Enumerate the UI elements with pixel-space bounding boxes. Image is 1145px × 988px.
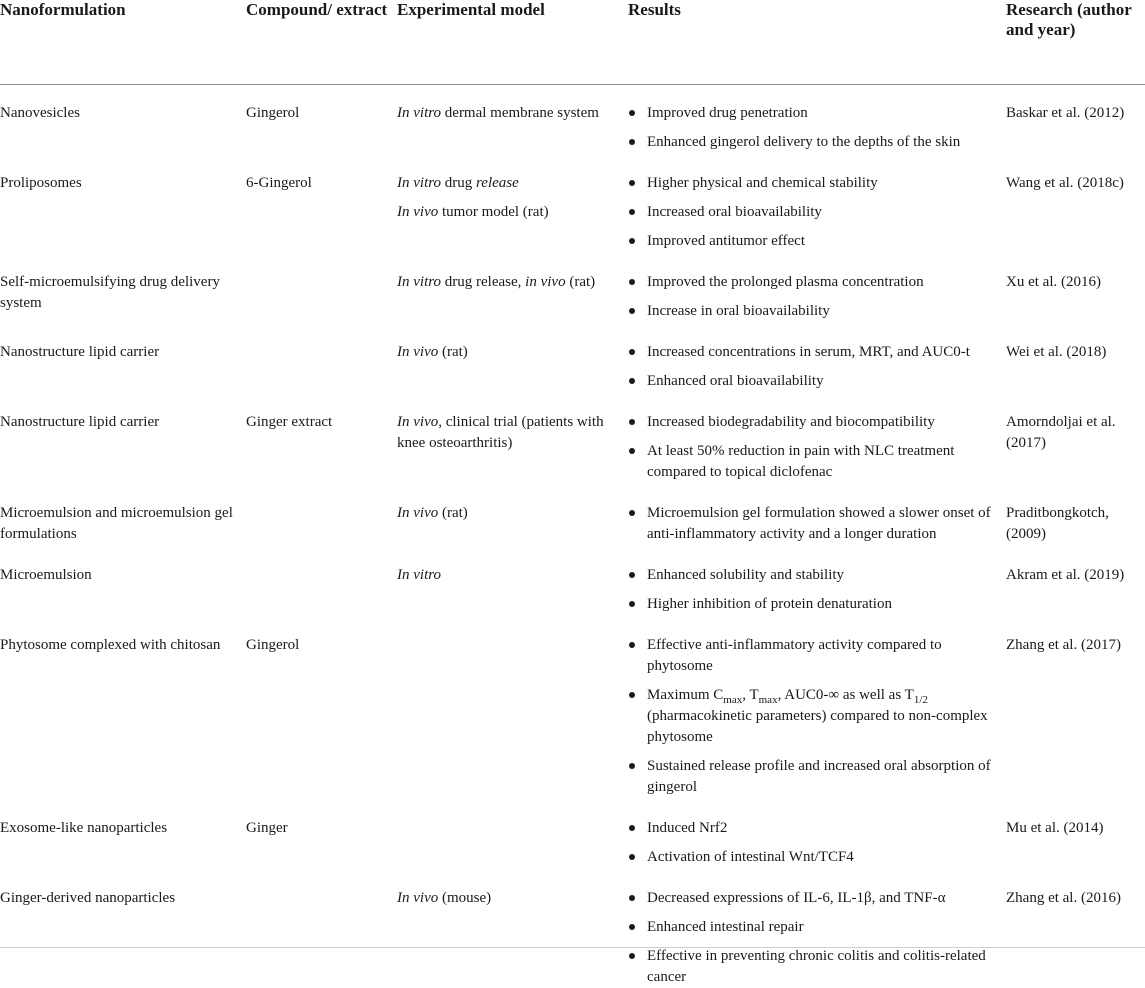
header-experimental-model: Experimental model <box>397 0 628 85</box>
result-item <box>628 818 1006 839</box>
cell-experimental-model <box>397 868 628 988</box>
model-text: tumor model (rat) <box>438 204 548 220</box>
result-text: Increased concentrations in serum, MRT, and AUC0-t <box>647 344 970 360</box>
cell-results <box>628 322 1006 392</box>
result-text: Improved drug penetration <box>647 105 808 121</box>
model-text: (rat) <box>438 344 468 360</box>
cell-compound: Ginger extract <box>246 392 397 483</box>
result-item <box>628 272 1006 293</box>
subscript-text: max <box>759 694 778 706</box>
result-item <box>628 231 1006 252</box>
cell-results <box>628 868 1006 988</box>
table-bottom-rule <box>0 947 1145 948</box>
cell-experimental-model <box>397 392 628 483</box>
result-item <box>628 756 1006 798</box>
bullet-icon <box>629 510 635 516</box>
results-list <box>628 252 1006 322</box>
cell-compound <box>246 868 397 988</box>
cell-nanoformulation: Nanostructure lipid carrier <box>0 392 246 483</box>
result-item <box>628 594 1006 615</box>
cell-results <box>628 483 1006 545</box>
cell-nanoformulation: Proliposomes <box>0 153 246 252</box>
result-item <box>628 888 1006 909</box>
model-line <box>397 103 622 124</box>
model-text: In vivo <box>397 204 438 220</box>
subscript-text: max <box>723 694 742 706</box>
bullet-icon <box>629 378 635 384</box>
result-item <box>628 103 1006 124</box>
result-text: Maximum C <box>647 687 723 703</box>
bullet-icon <box>629 763 635 769</box>
result-text: (pharmacokinetic parameters) compared to non-complex phytosome <box>647 708 988 745</box>
result-text: At least 50% reduction in pain with NLC treatment compared to topical diclofenac <box>647 443 954 480</box>
cell-research: Wang et al. (2018c) <box>1006 153 1145 252</box>
bullet-icon <box>629 448 635 454</box>
cell-nanoformulation: Nanostructure lipid carrier <box>0 322 246 392</box>
result-item <box>628 635 1006 677</box>
model-line <box>397 202 622 223</box>
cell-research: Praditbongkotch, (2009) <box>1006 483 1145 545</box>
cell-experimental-model <box>397 545 628 615</box>
bullet-icon <box>629 238 635 244</box>
model-text: (rat) <box>566 274 596 290</box>
cell-compound: Ginger <box>246 798 397 868</box>
cell-nanoformulation: Ginger-derived nanoparticles <box>0 868 246 988</box>
result-text: Higher inhibition of protein denaturation <box>647 596 892 612</box>
cell-compound: Gingerol <box>246 85 397 154</box>
table-row <box>0 85 1145 154</box>
result-item <box>628 342 1006 363</box>
cell-compound <box>246 252 397 322</box>
model-text: In vitro <box>397 567 441 583</box>
result-item <box>628 946 1006 988</box>
results-list <box>628 545 1006 615</box>
cell-compound <box>246 483 397 545</box>
result-item <box>628 441 1006 483</box>
result-text: Sustained release profile and increased oral absorption of gingerol <box>647 758 991 795</box>
result-text: Higher physical and chemical stability <box>647 175 878 191</box>
result-item <box>628 202 1006 223</box>
bullet-icon <box>629 692 635 698</box>
model-line <box>397 412 622 454</box>
result-item <box>628 132 1006 153</box>
model-text: In vivo <box>397 414 438 430</box>
cell-nanoformulation: Microemulsion <box>0 545 246 615</box>
cell-research: Baskar et al. (2012) <box>1006 85 1145 154</box>
table-row <box>0 798 1145 868</box>
result-text: Enhanced gingerol delivery to the depths of the skin <box>647 134 960 150</box>
cell-research: Akram et al. (2019) <box>1006 545 1145 615</box>
table-row <box>0 392 1145 483</box>
model-line <box>397 272 622 293</box>
table-row <box>0 483 1145 545</box>
model-line <box>397 173 622 194</box>
cell-compound: 6-Gingerol <box>246 153 397 252</box>
cell-experimental-model <box>397 252 628 322</box>
cell-results <box>628 153 1006 252</box>
result-text: Enhanced intestinal repair <box>647 919 804 935</box>
cell-research: Amorndoljai et al. (2017) <box>1006 392 1145 483</box>
model-line <box>397 342 622 363</box>
result-item <box>628 503 1006 545</box>
model-text: In vitro <box>397 175 441 191</box>
cell-research: Zhang et al. (2016) <box>1006 868 1145 988</box>
bullet-icon <box>629 279 635 285</box>
result-text: Enhanced solubility and stability <box>647 567 844 583</box>
results-list <box>628 615 1006 798</box>
cell-research: Wei et al. (2018) <box>1006 322 1145 392</box>
model-text: In vitro <box>397 274 441 290</box>
bullet-icon <box>629 209 635 215</box>
cell-experimental-model <box>397 798 628 868</box>
model-text: dermal membrane system <box>441 105 599 121</box>
cell-results <box>628 798 1006 868</box>
bullet-icon <box>629 419 635 425</box>
bullet-icon <box>629 825 635 831</box>
model-text: (rat) <box>438 505 468 521</box>
model-text: , clinical trial (patients with knee osteoarthritis) <box>397 414 604 451</box>
result-item <box>628 685 1006 748</box>
subscript-text: 1/2 <box>914 694 928 706</box>
header-compound: Compound/ extract <box>246 0 397 85</box>
result-text: Effective in preventing chronic colitis and colitis-related cancer <box>647 948 986 985</box>
cell-results <box>628 545 1006 615</box>
result-item <box>628 412 1006 433</box>
result-text: Effective anti-inflammatory activity compared to phytosome <box>647 637 942 674</box>
result-item <box>628 565 1006 586</box>
results-list <box>628 153 1006 252</box>
bullet-icon <box>629 642 635 648</box>
model-text: release <box>476 175 519 191</box>
result-text: Increase in oral bioavailability <box>647 303 830 319</box>
cell-results <box>628 85 1006 154</box>
result-text: Increased biodegradability and biocompatibility <box>647 414 935 430</box>
result-text: Activation of intestinal Wnt/TCF4 <box>647 849 854 865</box>
bullet-icon <box>629 349 635 355</box>
table-body <box>0 85 1145 988</box>
cell-nanoformulation: Microemulsion and microemulsion gel formulations <box>0 483 246 545</box>
result-item <box>628 371 1006 392</box>
bullet-icon <box>629 953 635 959</box>
cell-research: Xu et al. (2016) <box>1006 252 1145 322</box>
cell-research: Zhang et al. (2017) <box>1006 615 1145 798</box>
cell-compound <box>246 322 397 392</box>
cell-compound: Gingerol <box>246 615 397 798</box>
cell-nanoformulation: Self-microemulsifying drug delivery system <box>0 252 246 322</box>
table-row <box>0 615 1145 798</box>
cell-experimental-model <box>397 322 628 392</box>
header-results: Results <box>628 0 1006 85</box>
bullet-icon <box>629 572 635 578</box>
bullet-icon <box>629 895 635 901</box>
bullet-icon <box>629 180 635 186</box>
result-text: Induced Nrf2 <box>647 820 727 836</box>
cell-experimental-model <box>397 85 628 154</box>
bullet-icon <box>629 139 635 145</box>
header-research: Research (author and year) <box>1006 0 1145 85</box>
result-text: Microemulsion gel formulation showed a slower onset of anti-inflammatory activity and a longer duration <box>647 505 991 542</box>
result-text: Decreased expressions of IL-6, IL-1β, and TNF-α <box>647 890 945 906</box>
table-row <box>0 868 1145 988</box>
model-text: In vivo <box>397 344 438 360</box>
results-list <box>628 483 1006 545</box>
cell-experimental-model <box>397 615 628 798</box>
bullet-icon <box>629 601 635 607</box>
cell-experimental-model <box>397 483 628 545</box>
cell-experimental-model <box>397 153 628 252</box>
model-line <box>397 503 622 524</box>
model-text: In vitro <box>397 105 441 121</box>
model-text: drug release, <box>441 274 525 290</box>
bullet-icon <box>629 854 635 860</box>
cell-results <box>628 615 1006 798</box>
cell-results <box>628 252 1006 322</box>
cell-results <box>628 392 1006 483</box>
table-row <box>0 545 1145 615</box>
table-row <box>0 322 1145 392</box>
results-list <box>628 868 1006 988</box>
results-list <box>628 392 1006 483</box>
header-nanoformulation: Nanoformulation <box>0 0 246 85</box>
result-item <box>628 173 1006 194</box>
bullet-icon <box>629 110 635 116</box>
result-item <box>628 301 1006 322</box>
cell-compound <box>246 545 397 615</box>
model-text: drug <box>441 175 476 191</box>
model-text: (mouse) <box>438 890 491 906</box>
model-text: In vivo <box>397 890 438 906</box>
result-text: , T <box>742 687 758 703</box>
cell-nanoformulation: Exosome-like nanoparticles <box>0 798 246 868</box>
bullet-icon <box>629 924 635 930</box>
table-row <box>0 153 1145 252</box>
cell-research: Mu et al. (2014) <box>1006 798 1145 868</box>
results-list <box>628 798 1006 868</box>
model-line <box>397 565 622 586</box>
table-row <box>0 252 1145 322</box>
result-text: Improved antitumor effect <box>647 233 805 249</box>
cell-nanoformulation: Phytosome complexed with chitosan <box>0 615 246 798</box>
cell-nanoformulation: Nanovesicles <box>0 85 246 154</box>
table-header-row <box>0 0 1145 85</box>
bullet-icon <box>629 308 635 314</box>
result-text: Increased oral bioavailability <box>647 204 822 220</box>
result-item <box>628 847 1006 868</box>
result-text: Enhanced oral bioavailability <box>647 373 824 389</box>
model-line <box>397 888 622 909</box>
result-item <box>628 917 1006 938</box>
result-text: , AUC0-∞ as well as T <box>778 687 914 703</box>
results-list <box>628 85 1006 153</box>
result-text: Improved the prolonged plasma concentration <box>647 274 924 290</box>
model-text: In vivo <box>397 505 438 521</box>
results-list <box>628 322 1006 392</box>
model-text: in vivo <box>525 274 565 290</box>
